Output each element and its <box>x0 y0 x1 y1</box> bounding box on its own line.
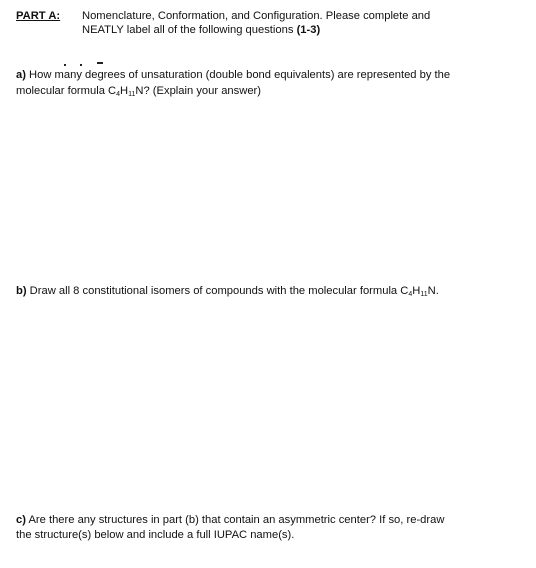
pen-mark <box>80 64 82 66</box>
part-a-instructions-line2 <box>82 23 320 38</box>
formula-h: H <box>120 85 129 97</box>
question-a-tail: N? (Explain your answer) <box>135 85 261 97</box>
question-c-line2: the structure(s) below and include a full IUPAC name(s). <box>16 529 295 541</box>
question-a-prefix: a) <box>16 69 26 81</box>
formula-sub-c: 4 <box>408 291 413 298</box>
part-a-label: PART A: <box>16 10 61 22</box>
part-a-line2-text: NEATLY label all of the following questions <box>82 24 297 36</box>
question-b <box>16 284 439 299</box>
question-a-text: How many degrees of unsaturation (double bond equivalents) are represented by the <box>25 69 451 81</box>
pen-mark <box>64 64 66 66</box>
question-range: (1-3) <box>296 24 321 36</box>
pen-mark <box>97 62 103 64</box>
formula-sub-c: 4 <box>116 91 121 98</box>
formula-sub-h: 11 <box>420 291 428 298</box>
question-b-text: Draw all 8 constitutional isomers of compounds with the molecular formula C <box>26 285 409 297</box>
question-c-prefix: c) <box>16 514 26 526</box>
question-b-prefix: b) <box>16 285 27 297</box>
question-a-line1 <box>16 68 450 83</box>
question-b-tail: N. <box>427 285 439 297</box>
formula-h: H <box>412 285 421 297</box>
question-c-text: Are there any structures in part (b) that contain an asymmetric center? If so, re-draw <box>25 514 445 526</box>
formula-prefix: molecular formula C <box>16 85 117 97</box>
formula-sub-h: 11 <box>128 91 136 98</box>
part-a-instructions-line1: Nomenclature, Conformation, and Configuration. Please complete and <box>82 10 431 22</box>
question-a-line2 <box>16 84 261 99</box>
question-c-line1 <box>16 513 444 528</box>
